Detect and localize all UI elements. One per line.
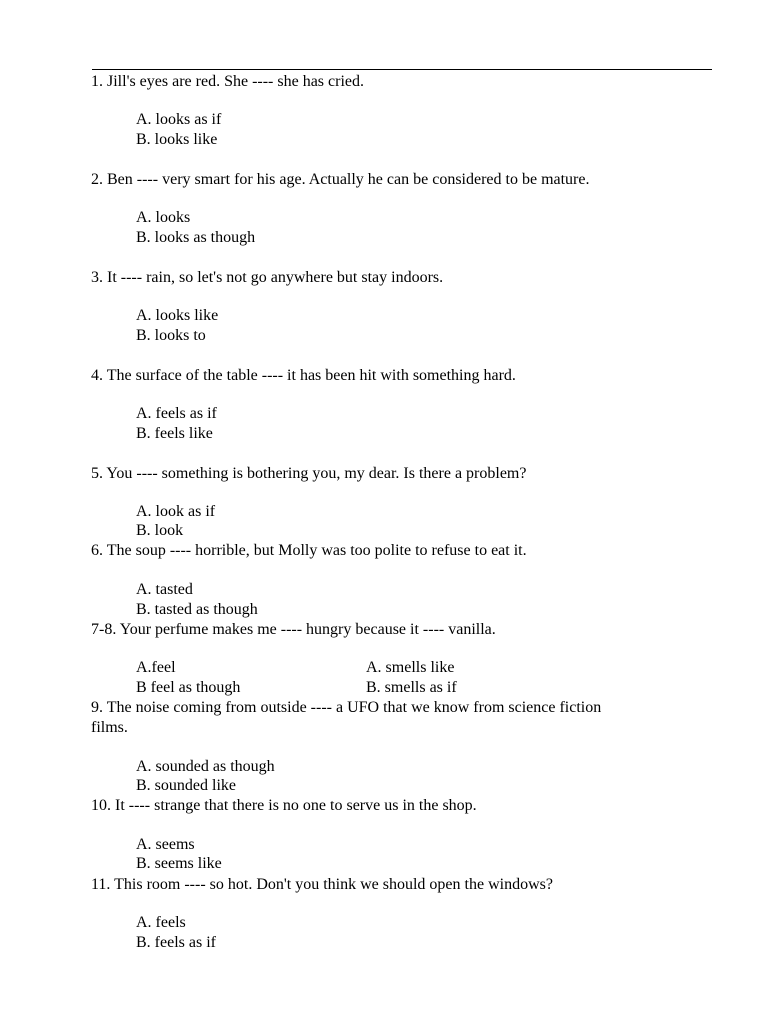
- q5-option-a: A. look as if: [136, 503, 216, 520]
- q9-option-a: A. sounded as though: [136, 758, 275, 775]
- q2-option-a: A. looks: [136, 209, 191, 226]
- question-9-continued: films.: [91, 719, 128, 736]
- q4-option-a: A. feels as if: [136, 405, 217, 422]
- q1-option-b: B. looks like: [136, 131, 218, 148]
- q8-option-b: B. smells as if: [366, 679, 457, 696]
- q3-option-b: B. looks to: [136, 327, 206, 344]
- q10-option-a: A. seems: [136, 836, 195, 853]
- q3-option-a: A. looks like: [136, 307, 219, 324]
- question-11: 11. This room ---- so hot. Don't you think we should open the windows?: [91, 876, 553, 893]
- question-4: 4. The surface of the table ---- it has been hit with something hard.: [91, 367, 516, 384]
- question-6: 6. The soup ---- horrible, but Molly was too polite to refuse to eat it.: [91, 542, 527, 559]
- q6-option-b: B. tasted as though: [136, 601, 258, 618]
- q11-option-b: B. feels as if: [136, 934, 216, 951]
- q6-option-a: A. tasted: [136, 581, 193, 598]
- q9-option-b: B. sounded like: [136, 777, 236, 794]
- question-10: 10. It ---- strange that there is no one to serve us in the shop.: [91, 797, 477, 814]
- question-9: 9. The noise coming from outside ---- a UFO that we know from science fiction: [91, 699, 602, 716]
- q4-option-b: B. feels like: [136, 425, 213, 442]
- question-3: 3. It ---- rain, so let's not go anywhere but stay indoors.: [91, 269, 444, 286]
- question-2: 2. Ben ---- very smart for his age. Actually he can be considered to be mature.: [91, 171, 590, 188]
- q7-option-b: B feel as though: [136, 679, 241, 696]
- question-7-8: 7-8. Your perfume makes me ---- hungry because it ---- vanilla.: [91, 621, 496, 638]
- q7-option-a: A.feel: [136, 659, 176, 676]
- q5-option-b: B. look: [136, 522, 184, 539]
- q11-option-a: A. feels: [136, 914, 186, 931]
- question-5: 5. You ---- something is bothering you, my dear. Is there a problem?: [91, 465, 527, 482]
- q8-option-a: A. smells like: [366, 659, 455, 676]
- q1-option-a: A. looks as if: [136, 111, 222, 128]
- top-rule: [92, 69, 712, 70]
- question-1: 1. Jill's eyes are red. She ---- she has cried.: [91, 73, 365, 90]
- q2-option-b: B. looks as though: [136, 229, 256, 246]
- q10-option-b: B. seems like: [136, 855, 222, 872]
